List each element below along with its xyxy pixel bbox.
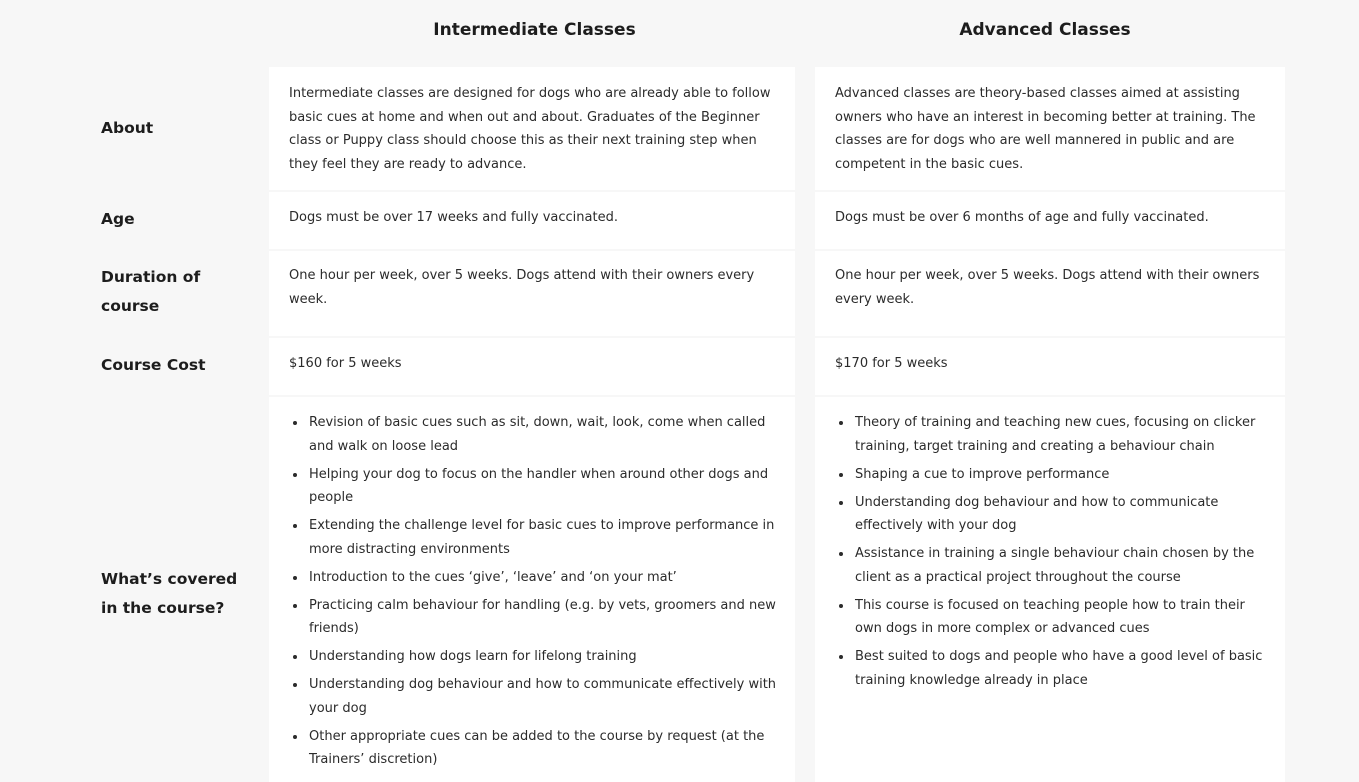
about-intermediate-text: Intermediate classes are designed for dogs who are already able to follow basic cues at home and when out and about. Graduates of the Beginner class or Puppy class should choose this as their next training step when they feel they are ready to advance. xyxy=(289,86,771,172)
row-label-duration: Duration of course xyxy=(101,268,201,315)
list-item: This course is focused on teaching people how to train their own dogs in more complex or advanced cues xyxy=(835,594,1271,641)
age-intermediate-text: Dogs must be over 17 weeks and fully vaccinated. xyxy=(289,210,618,225)
age-advanced-text: Dogs must be over 6 months of age and fully vaccinated. xyxy=(835,210,1209,225)
row-label-age: Age xyxy=(101,210,135,228)
list-item: Revision of basic cues such as sit, down, wait, look, come when called and walk on loose lead xyxy=(289,411,781,458)
row-label-cost: Course Cost xyxy=(101,356,206,374)
column-header-advanced: Advanced Classes xyxy=(959,20,1131,40)
list-item: Best suited to dogs and people who have a good level of basic training knowledge already in place xyxy=(835,645,1271,692)
list-item: Theory of training and teaching new cues, focusing on clicker training, target training and creating a behaviour chain xyxy=(835,411,1271,458)
list-item: Understanding how dogs learn for lifelong training xyxy=(289,645,781,669)
about-intermediate-cell xyxy=(269,67,795,190)
age-advanced-cell xyxy=(815,192,1285,249)
cost-intermediate-text: $160 for 5 weeks xyxy=(289,356,402,371)
column-header-intermediate: Intermediate Classes xyxy=(433,20,636,40)
list-item: Introduction to the cues ‘give’, ‘leave’ and ‘on your mat’ xyxy=(289,566,781,590)
duration-intermediate-cell xyxy=(269,251,795,336)
list-item: Understanding dog behaviour and how to communicate effectively with your dog xyxy=(289,673,781,720)
covered-advanced-cell xyxy=(815,397,1285,782)
list-item: Assistance in training a single behaviour chain chosen by the client as a practical project throughout the course xyxy=(835,542,1271,589)
cost-advanced-cell xyxy=(815,338,1285,395)
covered-intermediate-cell xyxy=(269,397,795,782)
cost-advanced-text: $170 for 5 weeks xyxy=(835,356,948,371)
duration-advanced-text: One hour per week, over 5 weeks. Dogs attend with their owners every week. xyxy=(835,268,1260,307)
duration-intermediate-text: One hour per week, over 5 weeks. Dogs attend with their owners every week. xyxy=(289,268,755,307)
covered-intermediate-list xyxy=(289,411,781,776)
row-label-covered: What’s covered in the course? xyxy=(101,570,238,617)
age-intermediate-cell xyxy=(269,192,795,249)
cost-intermediate-cell xyxy=(269,338,795,395)
about-advanced-cell xyxy=(815,67,1285,190)
list-item: Other appropriate cues can be added to the course by request (at the Trainers’ discretion) xyxy=(289,725,781,772)
duration-advanced-cell xyxy=(815,251,1285,336)
about-advanced-text: Advanced classes are theory-based classes aimed at assisting owners who have an interest in becoming better at training. The classes are for dogs who are well mannered in public and are competent in the basic cues. xyxy=(835,86,1256,172)
list-item: Helping your dog to focus on the handler when around other dogs and people xyxy=(289,463,781,510)
row-label-about: About xyxy=(101,119,154,137)
list-item: Practicing calm behaviour for handling (e.g. by vets, groomers and new friends) xyxy=(289,594,781,641)
list-item: Shaping a cue to improve performance xyxy=(835,463,1271,487)
covered-advanced-list xyxy=(835,411,1271,697)
list-item: Extending the challenge level for basic cues to improve performance in more distracting environments xyxy=(289,514,781,561)
list-item: Understanding dog behaviour and how to communicate effectively with your dog xyxy=(835,491,1271,538)
